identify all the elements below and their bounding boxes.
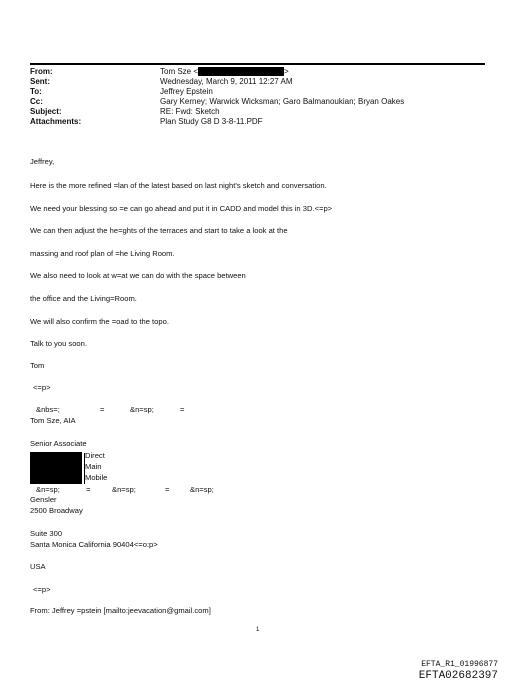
to-value: Jeffrey Epstein [160,87,213,96]
body-paragraph: massing and roof plan of =he Living Room. [30,249,175,258]
page-number: 1 [256,627,260,633]
body-paragraph: the office and the Living=Room. [30,294,137,303]
company-name: Gensler [30,495,57,504]
to-label: To: [30,87,42,96]
nbsp-token: &n=sp; [190,485,214,494]
nbsp-token: &n=sp; [130,405,154,414]
forwarded-from-line: From: Jeffrey =pstein [mailto:jeevacation@gmail.com] [30,606,211,615]
phone-main-label: Main [85,462,102,471]
from-label: From: [30,67,53,76]
redaction-bar [198,67,284,76]
address-city: Santa Monica California 90404<=o:p> [30,540,158,549]
body-paragraph: We also need to look at w=at we can do with the space between [30,271,246,280]
body-paragraph: Tom [30,361,45,370]
efta-id-small: EFTA_R1_01996877 [421,660,498,669]
body-paragraph: We can then adjust the he=ghts of the terraces and start to take a look at the [30,226,288,235]
address-suite: Suite 300 [30,529,63,538]
body-paragraph: Here is the more refined =lan of the latest based on last night's sketch and conversation. [30,181,327,190]
address-line: 2500 Broadway [30,506,83,515]
efta-id-large: EFTA02682397 [418,670,498,682]
p-tag: <=p> [33,585,51,594]
address-country: USA [30,562,46,571]
signature-title: Senior Associate [30,439,87,448]
nbsp-token: = [100,405,105,414]
header-rule [30,63,485,65]
nbsp-token: &nbs=; [36,405,60,414]
signature-name: Tom Sze, AIA [30,416,76,425]
sent-label: Sent: [30,77,50,86]
phone-mobile-label: Mobile [85,473,108,482]
phone-direct-label: Direct [85,451,105,460]
cc-label: Cc: [30,97,43,106]
nbsp-token: &n=sp; [36,485,60,494]
subject-label: Subject: [30,107,62,116]
attachments-label: Attachments: [30,117,82,126]
subject-value: RE: Fwd: Sketch [160,107,220,116]
body-paragraph: We need your blessing so =e can go ahead and put it in CADD and model this in 3D.<=p> [30,204,333,213]
nbsp-token: = [165,485,170,494]
body-paragraph: <=p> [33,383,51,392]
cc-value: Gary Kerney; Warwick Wicksman; Garo Balmanoukian; Bryan Oakes [160,97,405,106]
body-paragraph: Talk to you soon. [30,339,87,348]
attachment-link[interactable]: Plan Study G8 D 3-8-11.PDF [160,117,263,126]
redaction-block [30,452,82,484]
nbsp-token: = [86,485,91,494]
from-value: Tom Sze < > [160,67,289,76]
body-paragraph: We will also confirm the =oad to the topo. [30,317,169,326]
sent-value: Wednesday, March 9, 2011 12:27 AM [160,77,293,86]
nbsp-token: &n=sp; [112,485,136,494]
greeting: Jeffrey, [30,157,55,166]
nbsp-token: = [180,405,185,414]
